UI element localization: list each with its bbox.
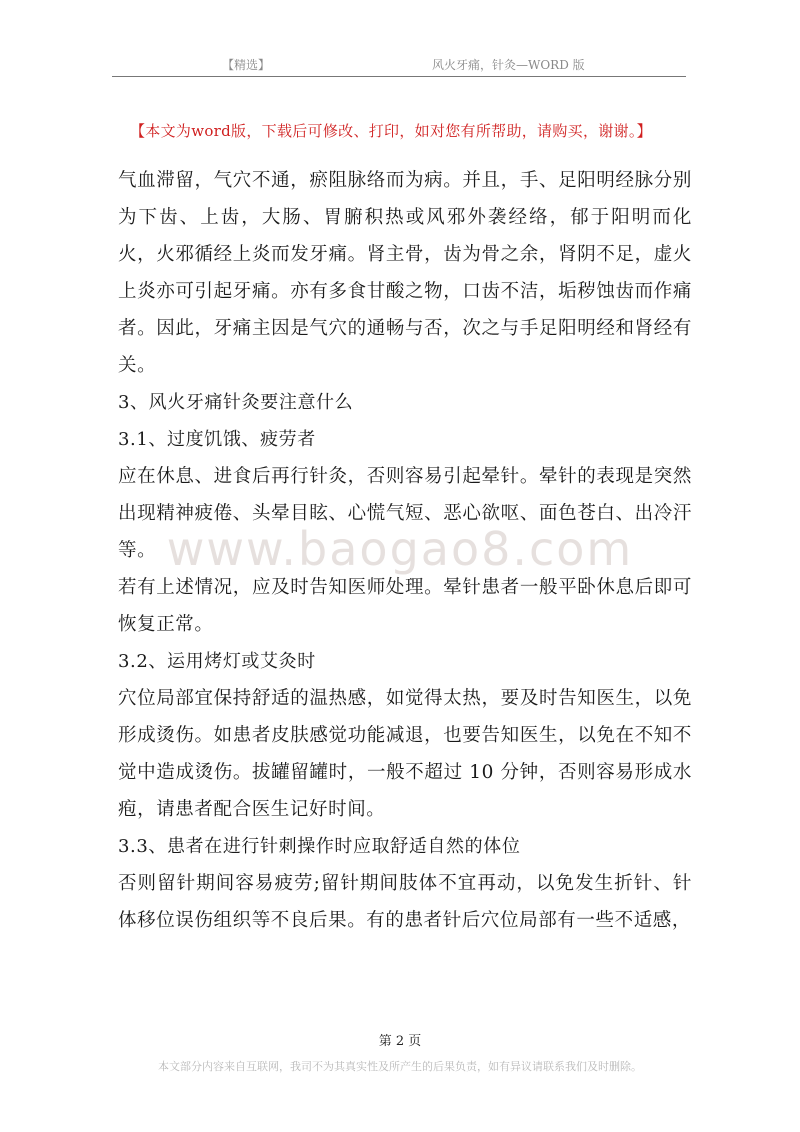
section-heading: 3.2、运用烤灯或艾灸时 xyxy=(118,651,316,672)
body-paragraph: 气血滞留，气穴不通，瘀阻脉络而为病。并且，手、足阳明经脉分别为下齿、上齿，大肠、胃腑积热或风邪外袭经络，郁于阳明而化 火，火邪循经上炎而发牙痛。肾主骨，齿为骨之余，肾阴不足，虚火上炎亦可引起牙痛。亦有多食甘酸之物，口齿不洁，垢秽蚀齿而作痛者。因此，牙痛主因是气穴的通畅与否，次之与手足阳明经和肾经有关。 xyxy=(118,170,692,376)
header-tag: 【精选】 xyxy=(222,58,271,72)
header-divider xyxy=(112,76,686,77)
page-number: 第 2 页 xyxy=(378,1034,422,1049)
section-heading: 3、风火牙痛针灸要注意什么 xyxy=(118,392,354,413)
footer-disclaimer: 本文部分内容来自互联网，我司不为其真实性及所产生的后果负责，如有异议请联系我们及时删除。 xyxy=(158,1060,642,1073)
body-paragraph: 穴位局部宜保持舒适的温热感，如觉得太热，要及时告知医生，以免形成烫伤。如患者皮肤感觉功能减退，也要告知医生，以免在不知不觉中造成烫伤。拔罐留罐时，一般不超过 10 分钟，否则容易形成水疱，请患者配合医生记好时间。 xyxy=(118,688,692,820)
body-paragraph: 若有上述情况，应及时告知医师处理。晕针患者一般平卧休息后即可恢复正常。 xyxy=(118,577,692,635)
header-title: 风火牙痛，针灸—WORD 版 xyxy=(432,58,585,72)
page-header xyxy=(0,56,800,76)
body-paragraph: 否则留针期间容易疲劳;留针期间肢体不宜再动，以免发生折针、针体移位误伤组织等不良后果。有的患者针后穴位局部有一些不适感， xyxy=(118,873,692,931)
section-heading: 3.1、过度饥饿、疲劳者 xyxy=(118,429,316,450)
download-notice: 【本文为word版，下载后可修改、打印，如对您有所帮助，请购买，谢谢。】 xyxy=(130,122,652,140)
section-heading: 3.3、患者在进行针刺操作时应取舒适自然的体位 xyxy=(118,836,521,857)
body-paragraph: 应在休息、进食后再行针灸，否则容易引起晕针。晕针的表现是突然出现精神疲倦、头晕目眩、心慌气短、恶心欲呕、面色苍白、出冷汗等。 xyxy=(118,466,692,561)
watermark: www.baogao8.com xyxy=(166,522,634,576)
document-body xyxy=(118,162,692,939)
